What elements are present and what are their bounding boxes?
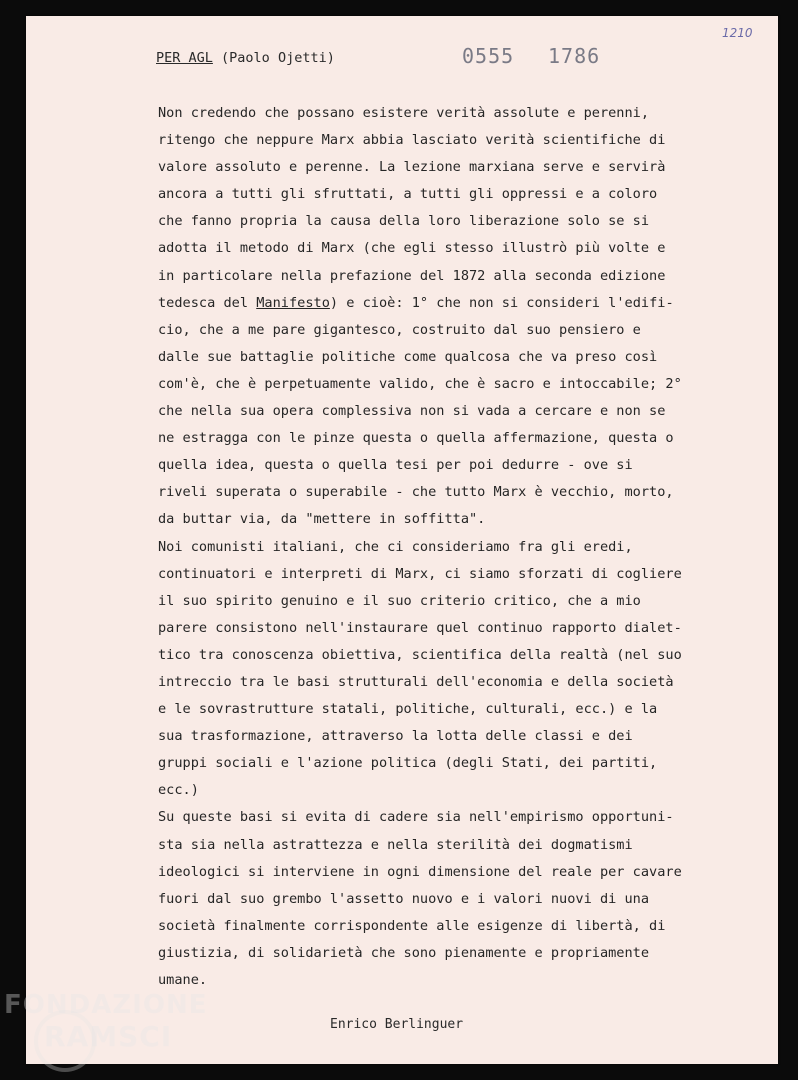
- body-line: Non credendo che possano esistere verità assolute e perenni,: [158, 105, 650, 121]
- body-line: umane.: [158, 972, 208, 988]
- body-line: in particolare nella prefazione del 1872 alla seconda edizione: [158, 267, 666, 284]
- body-line: quella idea, questa o quella tesi per poi dedurre - ove si: [158, 457, 633, 474]
- body-line: sta sia nella astrattezza e nella sterilità dei dogmatismi: [158, 836, 633, 853]
- body-line: parere consistono nell'instaurare quel continuo rapporto dialet-: [158, 619, 682, 636]
- body-line: gruppi sociali e l'azione politica (degli Stati, dei partiti,: [158, 755, 658, 772]
- body-line: sua trasformazione, attraverso la lotta delle classi e dei: [158, 728, 633, 745]
- body-line-part: tedesca del: [158, 294, 257, 311]
- letter-body: [158, 100, 682, 994]
- body-line: il suo spirito genuino e il suo criterio critico, che a mio: [158, 592, 641, 609]
- foundation-watermark: [4, 990, 208, 1053]
- body-line: valore assoluto e perenne. La lezione marxiana serve e servirà: [158, 159, 666, 176]
- body-line: giustizia, di solidarietà che sono pienamente e propriamente: [158, 944, 650, 961]
- watermark-line-1: FONDAZIONE: [4, 990, 208, 1020]
- body-line: com'è, che è perpetuamente valido, che è sacro e intoccabile; 2°: [158, 375, 682, 392]
- body-line: dalle sue battaglie politiche come qualcosa che va preso così: [158, 348, 658, 365]
- body-line: ecc.): [158, 782, 199, 799]
- body-line: che fanno propria la causa della loro liberazione solo se si: [158, 213, 650, 230]
- archive-stamp-number: 0555: [462, 44, 515, 68]
- body-line: adotta il metodo di Marx (che egli stesso illustrò più volte e: [158, 240, 666, 257]
- body-line: [158, 290, 674, 317]
- archive-corner-number: 1210: [722, 26, 753, 40]
- body-line: società finalmente corrispondente alle esigenze di libertà, di: [158, 917, 666, 934]
- body-line-part: ) e cioè: 1° che non si consideri l'edifi-: [329, 294, 674, 311]
- body-line: ritengo che neppure Marx abbia lasciato verità scientifiche di: [158, 132, 666, 149]
- body-line: ne estragga con le pinze questa o quella affermazione, questa o: [158, 430, 674, 447]
- body-line: intreccio tra le basi strutturali dell'economia e della società: [158, 673, 674, 690]
- recipient-label: PER AGL: [156, 50, 213, 66]
- body-line: e le sovrastrutture statali, politiche, culturali, ecc.) e la: [158, 701, 658, 718]
- archive-stamp-number-2: 1786: [548, 44, 601, 68]
- body-line: da buttar via, da "mettere in soffitta".: [158, 511, 486, 528]
- letter-header: [156, 50, 335, 66]
- body-line: tico tra conoscenza obiettiva, scientifica della realtà (nel suo: [158, 646, 682, 663]
- body-line: che nella sua opera complessiva non si vada a cercare e non se: [158, 403, 666, 420]
- body-line: ancora a tutti gli sfruttati, a tutti gli oppressi e a coloro: [158, 186, 658, 203]
- body-line: continuatori e interpreti di Marx, ci siamo sforzati di cogliere: [158, 565, 682, 582]
- signature: Enrico Berlinguer: [330, 1017, 464, 1032]
- body-line: Su queste basi si evita di cadere sia nell'empirismo opportuni-: [158, 809, 674, 826]
- body-line: fuori dal suo grembo l'assetto nuovo e i valori nuovi di una: [158, 890, 650, 907]
- author-name: (Paolo Ojetti): [221, 50, 335, 66]
- body-line: riveli superata o superabile - che tutto Marx è vecchio, morto,: [158, 484, 674, 501]
- body-line: ideologici si interviene in ogni dimensione del reale per cavare: [158, 863, 682, 880]
- watermark-line-2: RAMSCI: [44, 1020, 173, 1053]
- body-line: Noi comunisti italiani, che ci consideriamo fra gli eredi,: [158, 538, 633, 555]
- manifesto-title: Manifesto: [256, 294, 330, 311]
- body-line: cio, che a me pare gigantesco, costruito dal suo pensiero e: [158, 321, 641, 338]
